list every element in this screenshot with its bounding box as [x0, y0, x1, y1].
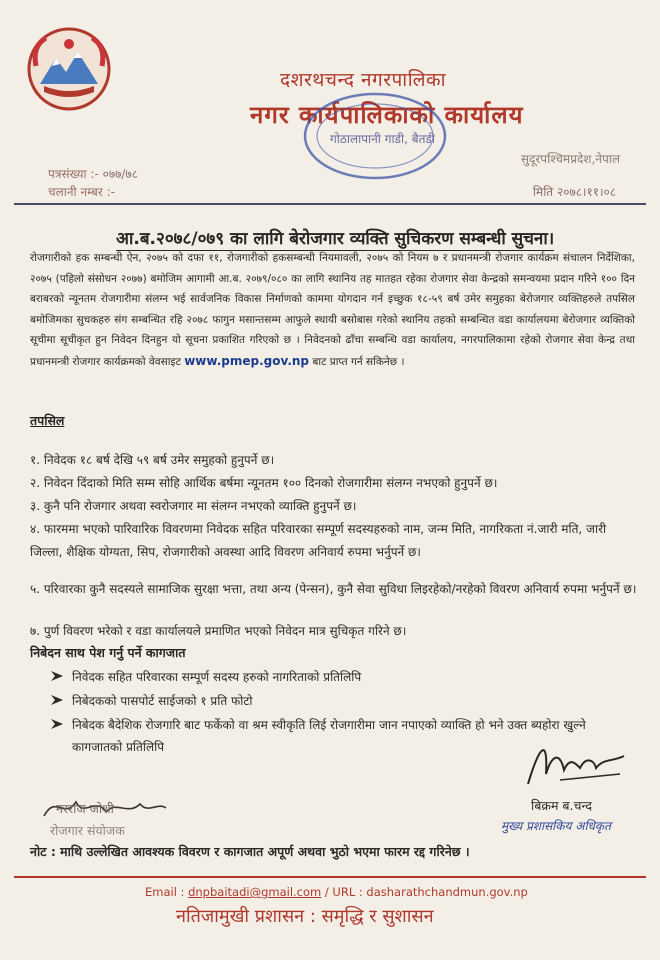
note: नोट : माथि उल्लेखित आवश्यक विवरण र कागजात अपूर्ण अथवा भुठो भएमा फारम रद्द गरिनेछ । [30, 844, 470, 859]
condition-item: २. निवेदन दिंदाको मिति सम्म सोहि आर्थिक बर्षमा न्यूनतम १०० दिनको रोजगारीमा संलग्न नभएको हुनुपर्ने छ। [30, 476, 498, 490]
notice-title: आ.ब.२०७८/०७९ का लागि बेरोजगार व्यक्ति सुचिकरण सम्बन्धी सुचना। [116, 226, 554, 251]
document-item [52, 690, 622, 712]
notice-paragraph [30, 248, 635, 373]
condition-item: ७. पुर्ण विवरण भरेको र वडा कार्यालयले प्रमाणित भएको निवेदन मात्र सुचिकृत गरिने छ। [30, 624, 407, 638]
contact-line [145, 885, 528, 899]
section-heading: तपसिल [30, 413, 65, 428]
paragraph-tail: बाट प्राप्त गर्न सकिनेछ । [312, 355, 405, 368]
condition-item: ४. फारममा भएको पारिवारिक विवरणमा निवेदक सहित परिवारका सम्पूर्ण सदस्यहरुको नाम, जन्म मिति, नागरिकता नं.जारी मति, जारी जिल्ला, शैक्षिक योग्यता, सिप, रोजगारीको अवस्था आदि विवरण अनिवार्य रुपमा भर्नुपर्ने छ। [30, 522, 607, 559]
date-value: २०७८।११।०८ [556, 185, 616, 199]
signature-right-icon [520, 734, 630, 792]
condition-item: ३. कुनै पनि रोजगार अथवा स्वरोजगार मा संलग्न नभएको व्याक्ति हुनुपर्ने छ। [30, 499, 357, 513]
website-link[interactable]: www.pmep.gov.np [184, 353, 310, 368]
right-signatory-title: मुख्य प्रशासकिय अधिकृत [501, 819, 611, 833]
arrow-bullet-icon [50, 694, 64, 706]
arrow-bullet-icon [50, 670, 64, 682]
nepal-emblem-icon [26, 26, 112, 112]
email-link[interactable]: dnpbaitadi@gmail.com [188, 885, 322, 899]
office-name: दशरथचन्द नगरपालिका [280, 69, 447, 91]
province-label: सुदूरपश्चिमप्रदेश,नेपाल [520, 152, 620, 166]
condition-item: १. निवेदक १८ बर्ष देखि ५९ बर्ष उमेर समुहको हुनुपर्ने छ। [30, 453, 275, 467]
office-subtitle: नगर कार्यपालिकाको कार्यालय [250, 101, 524, 129]
date-label: मिति [532, 185, 554, 199]
right-signatory-name: बिक्रम ब.चन्द [531, 798, 592, 813]
reference-number [48, 165, 138, 182]
reference-value: ०७७/७८ [102, 167, 138, 181]
header-divider [14, 203, 646, 205]
url-link[interactable]: dasharathchandmun.gov.np [366, 885, 528, 899]
motto: नतिजामुखी प्रशासन : समृद्धि र सुशासन [176, 906, 434, 927]
email-label: Email : [145, 885, 185, 899]
paragraph-main: रोजगारीको हक सम्बन्धी ऐन, २०७५ को दफा ११, रोजगारीको हकसम्बन्धी नियमावली, २०७५ को नियम ७ र प्रधानमन्त्री रोजगार कार्यक्रम संचालन निर्देशिका, २०७५ (पहिलो संसोधन २०७७) बमोजिम आगामी आ.ब. २०७९/०८० का लागि स्थानिय तह मातहत रहेका रोजगार सेवा केन्द्रको समन्वयमा प्रदान गरिने १०० दिन बराबरको न्यूनतम रोजगारीमा संलग्न भई सार्वजनिक विकास निर्माणको काममा योगदान गर्न इच्छुक १८-५९ बर्ष उमेर समुहका बेरोजगार व्यक्तिहरुले तपसिल बमोजिमका सुचकहरु संग सम्बन्धित रहि २०७८ फागुन मसान्तसम्म आफुले स्थायी बसोबास गरेको स्थानिय तहको सम्बन्धित वडा कार्यालयमा बेरोजगार व्यक्तिको सूचीमा सूचीकृत हुन निवेदन दिनहुन यो सूचना प्रकाशित गरिएको छ । निवेदनको ढाँचा सम्बन्धि वडा कार्यालय, नगरपालिकामा रहेको रोजगार सेवा केन्द्र तथा प्रधानमन्त्री रोजगार कार्यक्रमको वेवसाइट [30, 252, 635, 368]
arrow-bullet-icon [50, 718, 64, 730]
document-item [52, 666, 622, 688]
dispatch-label: चलानी नम्बर :- [48, 185, 115, 199]
reference-label: पत्रसंख्या :- [48, 167, 99, 181]
left-signatory-title: रोजगार संयोजक [50, 823, 125, 838]
left-signatory-name: नरराज जोशी [56, 801, 114, 816]
date [533, 183, 616, 200]
document-text: निवेदक सहित परिवारका सम्पूर्ण सदस्य हरुको नागरिताको प्रतिलिपि [72, 670, 362, 684]
document-text: निबेदकको पासपोर्ट साईजको १ प्रति फोटो [72, 694, 253, 708]
office-address: गोठालापानी गाडी, बैतडी [330, 132, 435, 146]
footer-divider [14, 876, 646, 878]
document-text: निबेदक बैदेशिक रोजगारि बाट फर्केको वा श्रम स्वीकृति लिई रोजगारीमा जान नपाएको व्याक्ति हो भने उक्त ब्यहोरा खुल्ने कागजातको प्रतिलिपि [72, 718, 586, 754]
documents-heading: निबेदन साथ पेश गर्नु पर्ने कागजात [30, 645, 186, 660]
condition-item: ५. परिवारका कुनै सदस्यले सामाजिक सुरक्षा भत्ता, तथा अन्य (पेन्सन), कुनै सेवा सुविधा लिइरहेको/नरहेको विवरण अनिवार्य रुपमा भर्नुपर्ने छ। [30, 582, 637, 596]
url-label: / URL : [324, 885, 363, 899]
dispatch-number [48, 183, 115, 200]
